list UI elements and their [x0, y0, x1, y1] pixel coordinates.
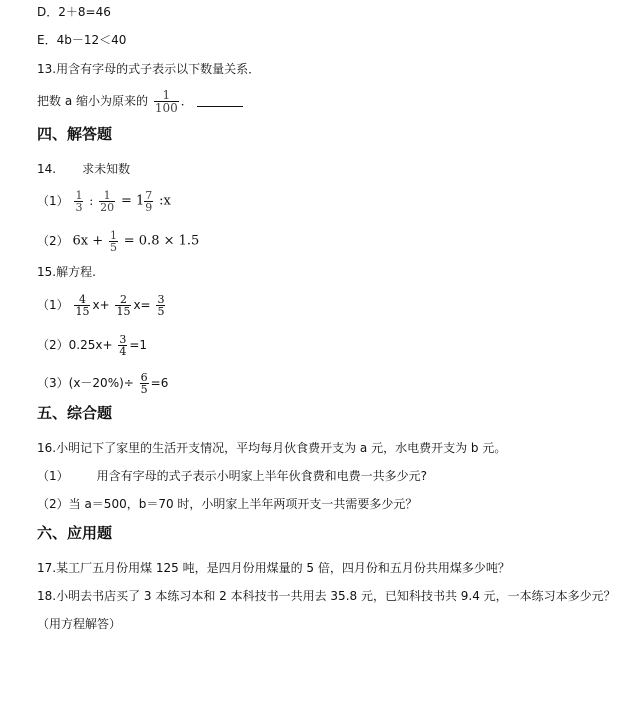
q15-p1-label: （1） [37, 298, 69, 312]
q14-number: 14. [37, 162, 57, 176]
q14-p1-frac1 [74, 190, 83, 213]
q15-p1-frac2-den: 15 [116, 305, 131, 318]
q14-p2-rhs: = 0.8 × 1.5 [123, 233, 200, 249]
q13-frac-den: 100 [154, 101, 178, 115]
q15-p1-frac3-num: 3 [157, 293, 165, 306]
q14-p2-lhs: 6x + [72, 233, 104, 249]
option-d: D．2＋8=46 [37, 5, 111, 19]
q14-p1-equals: = 1 [121, 193, 145, 209]
q14-p1-frac2-den: 20 [100, 201, 115, 214]
q13-fraction [154, 89, 179, 114]
q16-p1-text: 用含有字母的式子表示小明家上半年伙食费和电费一共多少元? [96, 469, 428, 483]
q14-p1-x: :x [159, 193, 171, 209]
q15-p2-lhs: 0.25x+ [68, 338, 113, 352]
q15-p3-label: （3） [37, 376, 69, 390]
q17-text: 17.某工厂五月份用煤 125 吨，是四月份用煤量的 5 倍，四月份和五月份共用煤多少吨？ [37, 561, 510, 575]
q15-p2-frac-num: 3 [119, 333, 127, 346]
q15-p2-rhs: =1 [129, 338, 148, 352]
q16-p1-label: （1） [37, 469, 69, 483]
q16-part1 [37, 468, 427, 484]
section-5-title: 五、综合题 [37, 404, 113, 422]
q18-note: （用方程解答） [37, 617, 122, 631]
q15-p2-frac-den: 4 [119, 345, 127, 358]
q15-p1-mid: x+ [92, 298, 110, 312]
q16-part2: （2）当 a＝500，b＝70 时，小明家上半年两项开支一共需要多少元？ [37, 497, 418, 511]
q18-text: 18.小明去书店买了 3 本练习本和 2 本科技书一共用去 35.8 元，已知科技书共 9.4 元，一本练习本多少元？ [37, 589, 616, 603]
q15-part2 [37, 334, 147, 357]
q15-part1 [37, 294, 167, 317]
q15-p1-frac3 [156, 294, 165, 317]
q14-p2-frac-den: 5 [109, 241, 117, 254]
q15-p1-frac1-den: 15 [75, 305, 90, 318]
q15-p3-frac [140, 372, 149, 395]
section-4-title: 四、解答题 [37, 125, 113, 143]
q14-p1-label: （1） [37, 194, 69, 208]
q15-p3-lhs: (x－20%)÷ [68, 376, 134, 390]
q14-p1-colon: : [89, 194, 94, 208]
q14-p1-frac3-num: 7 [145, 189, 153, 202]
q15-p1-frac1-num: 4 [78, 293, 86, 306]
option-e: E．4b－12＜40 [37, 33, 127, 47]
q15-p3-frac-den: 5 [140, 383, 148, 396]
q14-p2-frac [109, 230, 118, 253]
q14-p1-frac3-den: 9 [145, 201, 153, 214]
q13-suffix: ． [180, 94, 193, 108]
q14-p1-frac3 [144, 190, 153, 213]
q15-p1-frac2 [115, 294, 131, 317]
q14-p1-frac1-den: 3 [75, 201, 83, 214]
q14-stem: 求未知数 [82, 162, 131, 176]
q14-p1-frac2 [99, 190, 115, 213]
q15-p1-frac2-num: 2 [119, 293, 127, 306]
q15-stem: 15.解方程. [37, 265, 96, 279]
q15-p1-eq: x= [133, 298, 151, 312]
q13-frac-num: 1 [162, 88, 171, 102]
q14-stem-line [37, 161, 130, 177]
q14-p2-frac-num: 1 [109, 229, 117, 242]
q13-answer-blank[interactable] [197, 96, 243, 107]
q15-p1-frac1 [74, 294, 90, 317]
q13-stem: 13.用含有字母的式子表示以下数量关系． [37, 62, 261, 76]
q14-p1-frac1-num: 1 [75, 189, 83, 202]
q14-part1 [37, 190, 171, 213]
q16-stem: 16.小明记下了家里的生活开支情况，平均每月伙食费开支为 a 元，水电费开支为 b 元。 [37, 441, 507, 455]
q13-prefix: 把数 a 缩小为原来的 [37, 94, 148, 108]
q14-p2-label: （2） [37, 234, 69, 248]
q15-part3 [37, 372, 168, 395]
q15-p3-rhs: =6 [150, 376, 169, 390]
q13-expression [37, 89, 243, 114]
q15-p1-frac3-den: 5 [157, 305, 165, 318]
q15-p2-frac [118, 334, 127, 357]
q15-p3-frac-num: 6 [140, 371, 148, 384]
q14-p1-frac2-num: 1 [103, 189, 111, 202]
q14-part2 [37, 230, 199, 253]
section-6-title: 六、应用题 [37, 524, 113, 542]
q15-p2-label: （2） [37, 338, 69, 352]
